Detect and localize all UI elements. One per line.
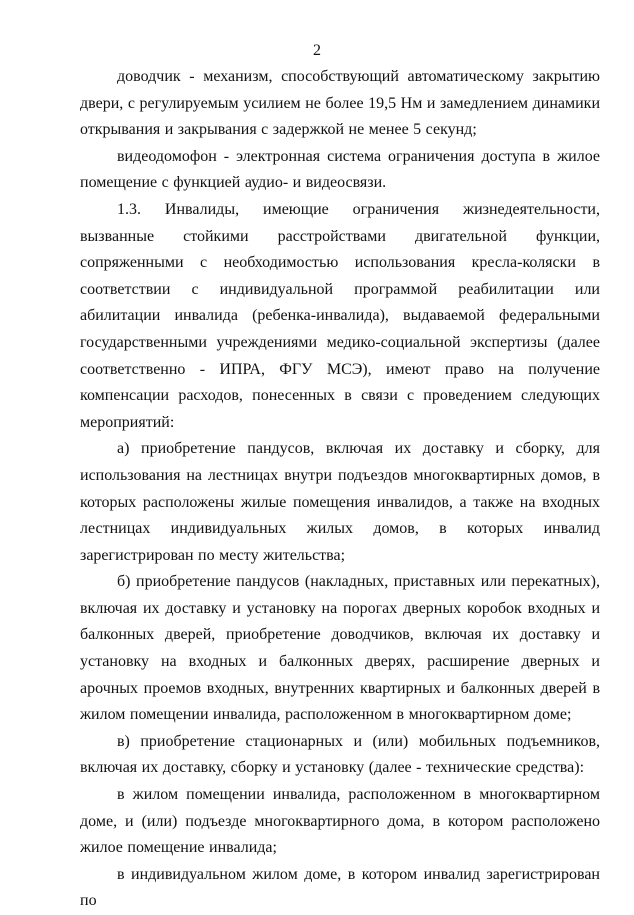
- paragraph-item-b: б) приобретение пандусов (накладных, приставных или перекатных), включая их доставку и установку на порогах дверных коробок входных и балконных дверей, приобретение доводчиков, включая их доставку и установку на входных и балконных дверях, расширение дверных и арочных проемов входных, внутренних квартирных и балконных дверей в жилом помещении инвалида, расположенном в многоквартирном доме;: [80, 573, 600, 724]
- paragraph-video-intercom-definition: видеодомофон - электронная система ограничения доступа в жилое помещение с функцией аудио- и видеосвязи.: [80, 147, 600, 192]
- document-body: [80, 64, 600, 910]
- paragraph-item-c: в) приобретение стационарных и (или) мобильных подъемников, включая их доставку, сборку и установку (далее - технические средства):: [80, 732, 600, 777]
- paragraph-private-house: в индивидуальном жилом доме, в котором инвалид зарегистрирован по: [80, 865, 600, 910]
- paragraph-section-1-3: 1.3. Инвалиды, имеющие ограничения жизнедеятельности, вызванные стойкими расстройствами двигательной функции, сопряженными с необходимостью использования кресла-коляски в соответствии с индивидуальной программой реабилитации или абилитации инвалида (ребенка-инвалида), выдаваемой федеральными государственными учреждениями медико-социальной экспертизы (далее соответственно - ИПРА, ФГУ МСЭ), имеют право на получение компенсации расходов, понесенных в связи с проведением следующих мероприятий:: [80, 200, 600, 431]
- page-number: 2: [313, 42, 321, 59]
- paragraph-apartment-building: в жилом помещении инвалида, расположенном в многоквартирном доме, и (или) подъезде многоквартирного дома, в котором расположено жилое помещение инвалида;: [80, 786, 600, 857]
- paragraph-door-closer-definition: доводчик - механизм, способствующий автоматическому закрытию двери, с регулируемым усилием не более 19,5 Нм и замедлением динамики открывания и закрывания с задержкой не менее 5 секунд;: [80, 68, 600, 139]
- paragraph-item-a: а) приобретение пандусов, включая их доставку и сборку, для использования на лестницах внутри подъездов многоквартирных домов, в которых расположены жилые помещения инвалидов, а также на входных лестницах индивидуальных жилых домов, в которых инвалид зарегистрирован по месту жительства;: [80, 440, 600, 564]
